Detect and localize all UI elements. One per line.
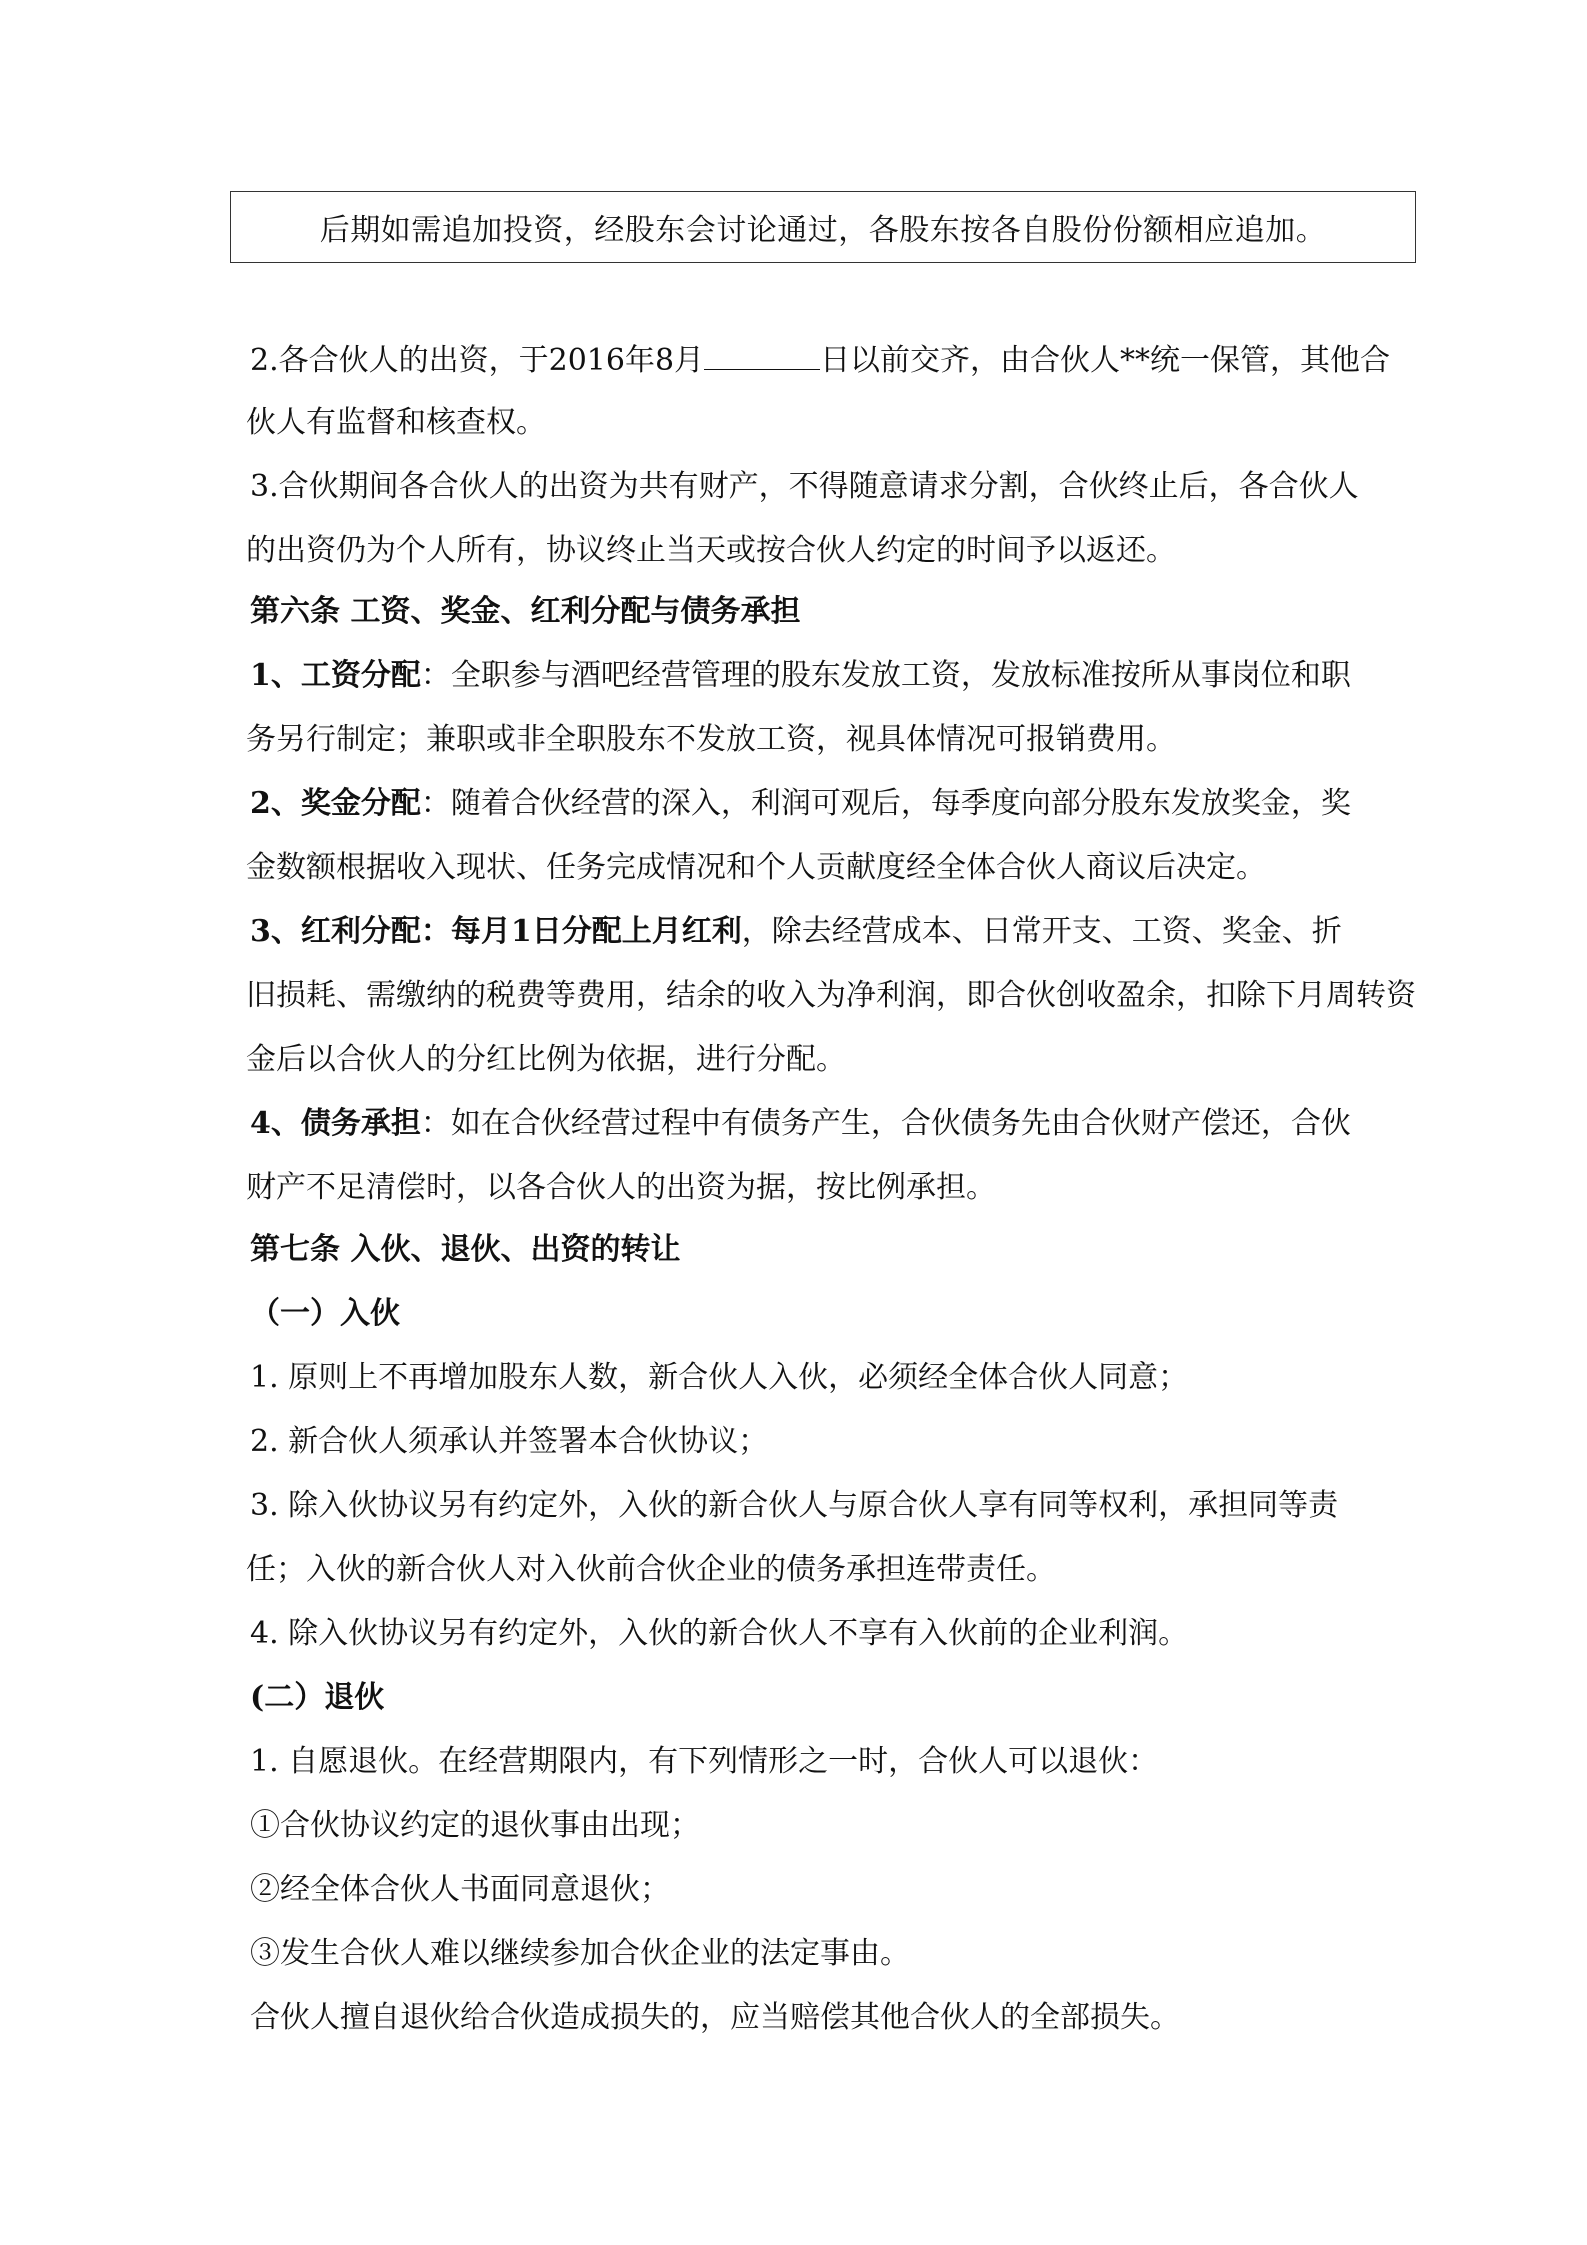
debt-label: 4、债务承担 <box>250 1106 421 1141</box>
dividend-line-3: 金后以合伙人的分红比例为依据，进行分配。 <box>246 1042 846 1077</box>
debt-line-1 <box>250 1104 1351 1144</box>
salary-line-2: 务另行制定；兼职或非全职股东不发放工资，视具体情况可报销费用。 <box>246 722 1176 757</box>
quit-section-title: (二）退伙 <box>250 1680 385 1715</box>
salary-text-a: ：全职参与酒吧经营管理的股东发放工资，发放标准按所从事岗位和职 <box>420 658 1351 693</box>
dividend-line-2: 旧损耗、需缴纳的税费等费用，结余的收入为净利润，即合伙创收盈余，扣除下月周转资 <box>246 978 1416 1013</box>
join-item-3-line-1: 3. 除入伙协议另有约定外，入伙的新合伙人与原合伙人享有同等权利，承担同等责 <box>250 1488 1339 1523</box>
date-blank <box>704 339 820 370</box>
quit-circled-3: ③发生合伙人难以继续参加合伙企业的法定事由。 <box>250 1936 910 1971</box>
join-item-3-line-2: 任；入伙的新合伙人对入伙前合伙企业的债务承担连带责任。 <box>246 1552 1056 1587</box>
bordered-note-text: 后期如需追加投资，经股东会讨论通过，各股东按各自股份份额相应追加。 <box>319 213 1327 248</box>
clause-2-line-2: 伙人有监督和核查权。 <box>246 405 546 440</box>
salary-line-1 <box>250 656 1351 696</box>
debt-line-2: 财产不足清偿时，以各合伙人的出资为据，按比例承担。 <box>246 1170 996 1205</box>
salary-label: 1、工资分配 <box>250 658 421 693</box>
clause-2-line-1 <box>250 339 1390 381</box>
quit-item-1: 1. 自愿退伙。在经营期限内，有下列情形之一时，合伙人可以退伙： <box>250 1744 1159 1779</box>
article-6-title: 第六条 工资、奖金、红利分配与债务承担 <box>250 594 801 629</box>
join-item-2: 2. 新合伙人须承认并签署本合伙协议； <box>250 1424 769 1459</box>
bonus-text-a: ：随着合伙经营的深入，利润可观后，每季度向部分股东发放奖金，奖 <box>420 786 1351 821</box>
clause-3-line-2: 的出资仍为个人所有，协议终止当天或按合伙人约定的时间予以返还。 <box>246 533 1176 568</box>
bonus-line-1 <box>250 784 1351 824</box>
dividend-label: 3、红利分配：每月1日分配上月红利 <box>250 914 742 949</box>
clause-2-text-b: 日以前交齐，由合伙人**统一保管，其他合 <box>820 343 1391 378</box>
clause-2-text-a: 2.各合伙人的出资，于2016年8月 <box>250 343 705 378</box>
quit-circled-2: ②经全体合伙人书面同意退伙； <box>250 1872 670 1907</box>
bonus-label: 2、奖金分配 <box>250 786 421 821</box>
join-section-title: （一）入伙 <box>250 1296 400 1331</box>
debt-text-a: ：如在合伙经营过程中有债务产生，合伙债务先由合伙财产偿还，合伙 <box>420 1106 1351 1141</box>
dividend-line-1 <box>250 912 1342 952</box>
article-7-title: 第七条 入伙、退伙、出资的转让 <box>250 1232 681 1267</box>
bonus-line-2: 金数额根据收入现状、任务完成情况和个人贡献度经全体合伙人商议后决定。 <box>246 850 1266 885</box>
quit-circled-1: ①合伙协议约定的退伙事由出现； <box>250 1808 700 1843</box>
dividend-text-a: ，除去经营成本、日常开支、工资、奖金、折 <box>741 914 1342 949</box>
bordered-note <box>230 191 1416 263</box>
clause-3-line-1: 3.合伙期间各合伙人的出资为共有财产，不得随意请求分割，合伙终止后，各合伙人 <box>250 469 1359 504</box>
join-item-1: 1. 原则上不再增加股东人数，新合伙人入伙，必须经全体合伙人同意； <box>250 1360 1189 1395</box>
quit-closing-sentence: 合伙人擅自退伙给合伙造成损失的，应当赔偿其他合伙人的全部损失。 <box>250 2000 1180 2035</box>
join-item-4: 4. 除入伙协议另有约定外，入伙的新合伙人不享有入伙前的企业利润。 <box>250 1616 1189 1651</box>
